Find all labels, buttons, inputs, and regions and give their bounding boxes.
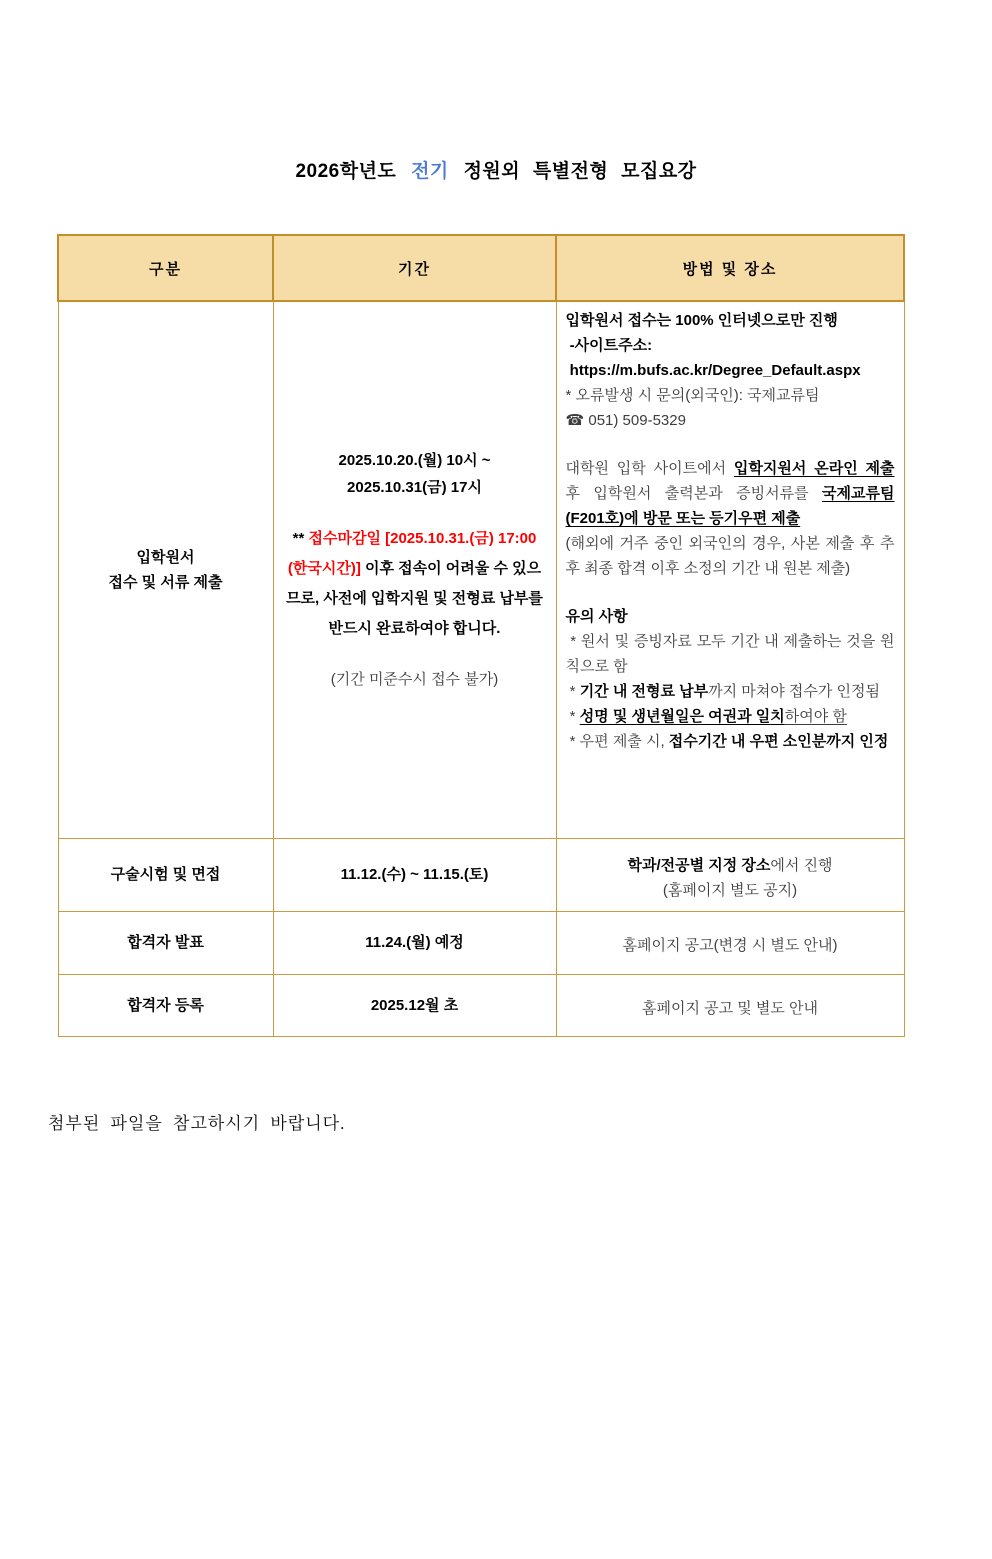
col-header-period: 기간 [273, 235, 556, 301]
col-header-method: 방법 및 장소 [556, 235, 904, 301]
cell-enrollment-method: 홈페이지 공고 및 별도 안내 [556, 974, 904, 1036]
cell-application-category: 입학원서 접수 및 서류 제출 [58, 301, 273, 838]
table-header-row [58, 235, 904, 301]
col-header-category: 구분 [58, 235, 273, 301]
cell-enrollment-category: 합격자 등록 [58, 974, 273, 1036]
page-title [0, 156, 992, 183]
cell-announcement-method: 홈페이지 공고(변경 시 별도 안내) [556, 911, 904, 974]
cell-announcement-period: 11.24.(월) 예정 [273, 911, 556, 974]
footer-note: 첨부된 파일을 참고하시기 바랍니다. [48, 1113, 346, 1133]
cell-interview-period: 11.12.(수) ~ 11.15.(토) [273, 838, 556, 911]
cell-interview-category: 구술시험 및 면접 [58, 838, 273, 911]
title-text-prefix: 2026학년도 [295, 161, 397, 182]
document-page [0, 156, 992, 1134]
cell-announcement-category: 합격자 발표 [58, 911, 273, 974]
cell-application-method: 입학원서 접수는 100% 인터넷으로만 진행 -사이트주소: https://m.bufs.ac.kr/Degree_Default.aspx * 오류발생 시 문의(외국인): 국제교류팀 ☎ 051) 509-5329 대학원 입학 사이트에서 입학지원서 온라인 제출 후 입학원서 출력본과 증빙서류를 국제교류팀(F201호)에 방문 또는 등기우편 제출 (해외에 거주 중인 외국인의 경우, 사본 제출 후 추후 최종 합격 이후 소정의 기간 내 원본 제출) 유의 사항 * 원서 및 증빙자료 모두 기간 내 제출하는 것을 원칙으로 함 * 기간 내 전형료 납부까지 마쳐야 접수가 인정됨 * 성명 및 생년월일은 여권과 일치하여야 함 * 우편 제출 시, 접수기간 내 우편 소인분까지 인정 [556, 301, 904, 838]
admission-schedule-table [57, 234, 905, 1037]
title-highlight: 전기 [411, 161, 449, 182]
cell-enrollment-period: 2025.12월 초 [273, 974, 556, 1036]
table-row-interview [58, 838, 904, 911]
title-text-suffix: 정원외 특별전형 모집요강 [463, 161, 697, 182]
table-row-announcement [58, 911, 904, 974]
table-row-enrollment [58, 974, 904, 1036]
cell-application-period: 2025.10.20.(월) 10시 ~ 2025.10.31(금) 17시 ** 접수마감일 [2025.10.31.(금) 17:00 (한국시간)] 이후 접속이 어려울 수 있으므로, 사전에 입학지원 및 전형료 납부를 반드시 완료하여야 합니다. (기간 미준수시 접수 불가) [273, 301, 556, 838]
cell-interview-method: 학과/전공별 지정 장소에서 진행 (홈페이지 별도 공지) [556, 838, 904, 911]
table-row-application [58, 301, 904, 838]
